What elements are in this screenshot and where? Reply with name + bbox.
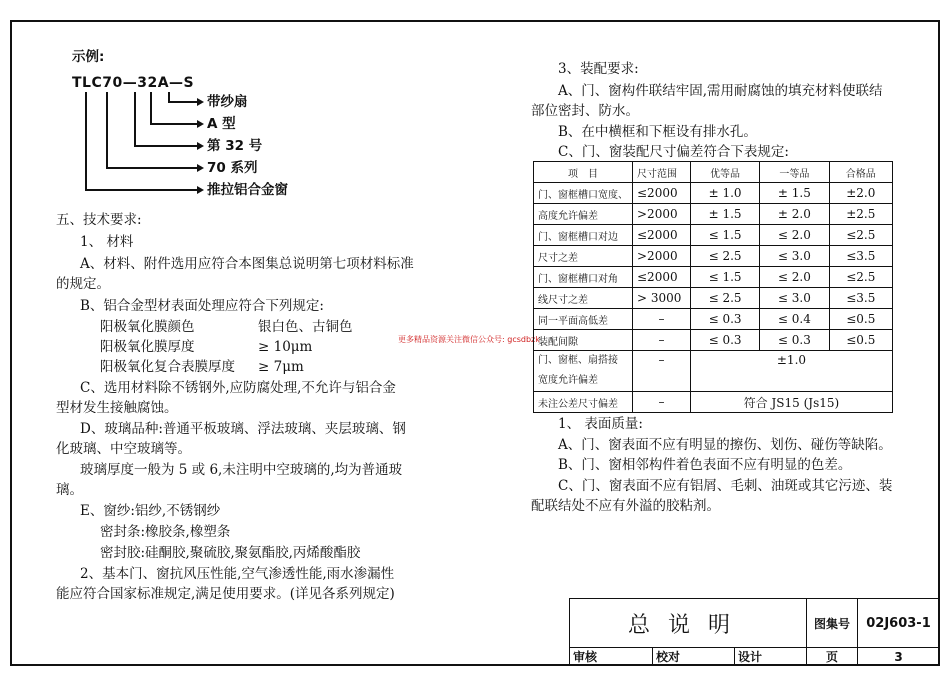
header-item: 项 目 <box>534 162 633 183</box>
item-cell: 门、窗框槽口对角 <box>534 267 633 288</box>
title-block <box>569 598 940 666</box>
example-part-type: A 型 <box>207 116 236 132</box>
materials-a-line1: A、材料、附件选用应符合本图集总说明第七项材料标准 <box>80 256 414 272</box>
drawing-title: 总说明 <box>569 598 807 648</box>
review-label: 审核 <box>569 647 653 666</box>
range-cell: ≤2000 <box>633 225 691 246</box>
value-cell: ≤3.5 <box>829 246 892 267</box>
value-cell: ± 2.0 <box>760 204 829 225</box>
table-row <box>534 267 893 288</box>
value-cell: ≤2.5 <box>829 267 892 288</box>
assembly-a-line1: A、门、窗构件联结牢固,需用耐腐蚀的填充材料使联结 <box>558 83 883 99</box>
range-cell: – <box>633 309 691 330</box>
table-header-row <box>534 162 893 183</box>
item-cell: 尺寸之差 <box>534 246 633 267</box>
value-cell: ≤ 2.0 <box>760 225 829 246</box>
value-cell: ± 1.5 <box>690 204 759 225</box>
value-cell: ≤2.5 <box>829 225 892 246</box>
example-part-number: 第 32 号 <box>207 138 263 154</box>
value-cell: ± 1.5 <box>760 183 829 204</box>
header-superior: 优等品 <box>690 162 759 183</box>
header-range: 尺寸范围 <box>633 162 691 183</box>
assembly-c-line: C、门、窗装配尺寸偏差符合下表规定: <box>558 144 789 160</box>
b-row-thickness-value: ≥ 10μm <box>258 339 313 355</box>
item-line: 宽度允许偏差 <box>538 375 598 386</box>
materials-d-line3: 玻璃厚度一般为 5 或 6,未注明中空玻璃的,均为普通玻 <box>80 462 403 478</box>
table-row <box>534 309 893 330</box>
value-cell: ≤ 0.3 <box>690 330 759 351</box>
value-cell: ±1.0 <box>690 351 892 392</box>
surface-c-line2: 配联结处不应有外溢的胶粘剂。 <box>531 498 720 514</box>
table-row <box>534 204 893 225</box>
value-cell: 符合 JS15 (Js15) <box>690 392 892 413</box>
materials-b-line: B、铝合金型材表面处理应符合下列规定: <box>80 298 324 314</box>
value-cell: ±2.5 <box>829 204 892 225</box>
section-heading: 五、技术要求: <box>56 212 142 228</box>
value-cell: ≤3.5 <box>829 288 892 309</box>
range-cell: – <box>633 392 691 413</box>
surface-c-line1: C、门、窗表面不应有铝屑、毛刺、油斑或其它污迹、装 <box>558 478 893 494</box>
assembly-title: 3、装配要求: <box>558 61 639 77</box>
atlas-number: 02J603-1 <box>857 598 940 648</box>
b-row-composite-value: ≥ 7μm <box>258 359 304 375</box>
item-cell: 线尺寸之差 <box>534 288 633 309</box>
watermark-text: 更多精品资源关注微信公众号: gcsdbzk <box>398 335 540 344</box>
materials-e-line3: 密封胶:硅酮胶,聚硫胶,聚氨酯胶,丙烯酸酯胶 <box>100 545 361 561</box>
b-row-composite-label: 阳极氧化复合表膜厚度 <box>100 359 235 375</box>
example-part-series: 70 系列 <box>207 160 258 176</box>
example-heading: 示例: <box>72 49 105 65</box>
value-cell: ≤ 2.5 <box>690 288 759 309</box>
design-label: 设计 <box>734 647 807 666</box>
materials-a-line2: 的规定。 <box>56 276 110 292</box>
header-qualified: 合格品 <box>829 162 892 183</box>
table-row <box>534 392 893 413</box>
value-cell: ≤ 1.5 <box>690 267 759 288</box>
page-number: 3 <box>857 647 940 666</box>
value-cell: ≤ 3.0 <box>760 246 829 267</box>
value-cell: ≤0.5 <box>829 330 892 351</box>
value-cell: ≤0.5 <box>829 309 892 330</box>
item-cell: 门、窗框槽口宽度、 <box>534 183 633 204</box>
materials-d-line4: 璃。 <box>56 482 83 498</box>
header-first: 一等品 <box>760 162 829 183</box>
item-cell <box>534 351 633 392</box>
value-cell: ≤ 0.3 <box>760 330 829 351</box>
page-label: 页 <box>806 647 858 666</box>
materials-d-line2: 化玻璃、中空玻璃等。 <box>56 441 191 457</box>
surface-a-line: A、门、窗表面不应有明显的擦伤、划伤、碰伤等缺陷。 <box>558 437 892 453</box>
range-cell: – <box>633 351 691 392</box>
performance-line2: 能应符合国家标准规定,满足使用要求。(详见各系列规定) <box>56 586 395 602</box>
example-code: TLC70—32A—S <box>72 75 195 91</box>
example-part-product: 推拉铝合金窗 <box>207 182 288 198</box>
value-cell: ≤ 2.5 <box>690 246 759 267</box>
tolerance-table <box>533 161 893 413</box>
table-row <box>534 330 893 351</box>
range-cell: – <box>633 330 691 351</box>
item-cell: 高度允许偏差 <box>534 204 633 225</box>
atlas-label: 图集号 <box>806 598 858 648</box>
b-row-color-label: 阳极氧化膜颜色 <box>100 319 195 335</box>
value-cell: ≤ 0.3 <box>690 309 759 330</box>
table-row <box>534 246 893 267</box>
value-cell: ≤ 3.0 <box>760 288 829 309</box>
range-cell: ≤2000 <box>633 267 691 288</box>
surface-title: 1、 表面质量: <box>558 416 643 432</box>
assembly-a-line2: 部位密封、防水。 <box>531 103 639 119</box>
check-label: 校对 <box>652 647 735 666</box>
surface-b-line: B、门、窗相邻构件着色表面不应有明显的色差。 <box>558 457 852 473</box>
value-cell: ±2.0 <box>829 183 892 204</box>
value-cell: ≤ 0.4 <box>760 309 829 330</box>
value-cell: ± 1.0 <box>690 183 759 204</box>
materials-c-line1: C、选用材料除不锈钢外,应防腐处理,不允许与铝合金 <box>80 380 396 396</box>
performance-line1: 2、基本门、窗抗风压性能,空气渗透性能,雨水渗漏性 <box>80 566 395 582</box>
materials-e-line1: E、窗纱:铝纱,不锈钢纱 <box>80 503 221 519</box>
item-cell: 装配间隙 <box>534 330 633 351</box>
materials-title: 1、 材料 <box>80 234 134 250</box>
item-line: 门、窗框、扇搭接 <box>538 355 618 366</box>
value-cell: ≤ 2.0 <box>760 267 829 288</box>
table-row <box>534 183 893 204</box>
assembly-b-line: B、在中横框和下框设有排水孔。 <box>558 124 757 140</box>
table-row <box>534 288 893 309</box>
range-cell: >2000 <box>633 246 691 267</box>
range-cell: > 3000 <box>633 288 691 309</box>
materials-c-line2: 型材发生接触腐蚀。 <box>56 400 178 416</box>
materials-d-line1: D、玻璃品种:普通平板玻璃、浮法玻璃、夹层玻璃、钢 <box>80 421 406 437</box>
table-row <box>534 225 893 246</box>
item-cell: 同一平面高低差 <box>534 309 633 330</box>
item-cell: 门、窗框槽口对边 <box>534 225 633 246</box>
range-cell: >2000 <box>633 204 691 225</box>
item-cell: 未注公差尺寸偏差 <box>534 392 633 413</box>
b-row-thickness-label: 阳极氧化膜厚度 <box>100 339 195 355</box>
example-part-screen: 带纱扇 <box>207 94 248 110</box>
b-row-color-value: 银白色、古铜色 <box>258 319 353 335</box>
value-cell: ≤ 1.5 <box>690 225 759 246</box>
table-row <box>534 351 893 392</box>
range-cell: ≤2000 <box>633 183 691 204</box>
materials-e-line2: 密封条:橡胶条,橡塑条 <box>100 524 231 540</box>
